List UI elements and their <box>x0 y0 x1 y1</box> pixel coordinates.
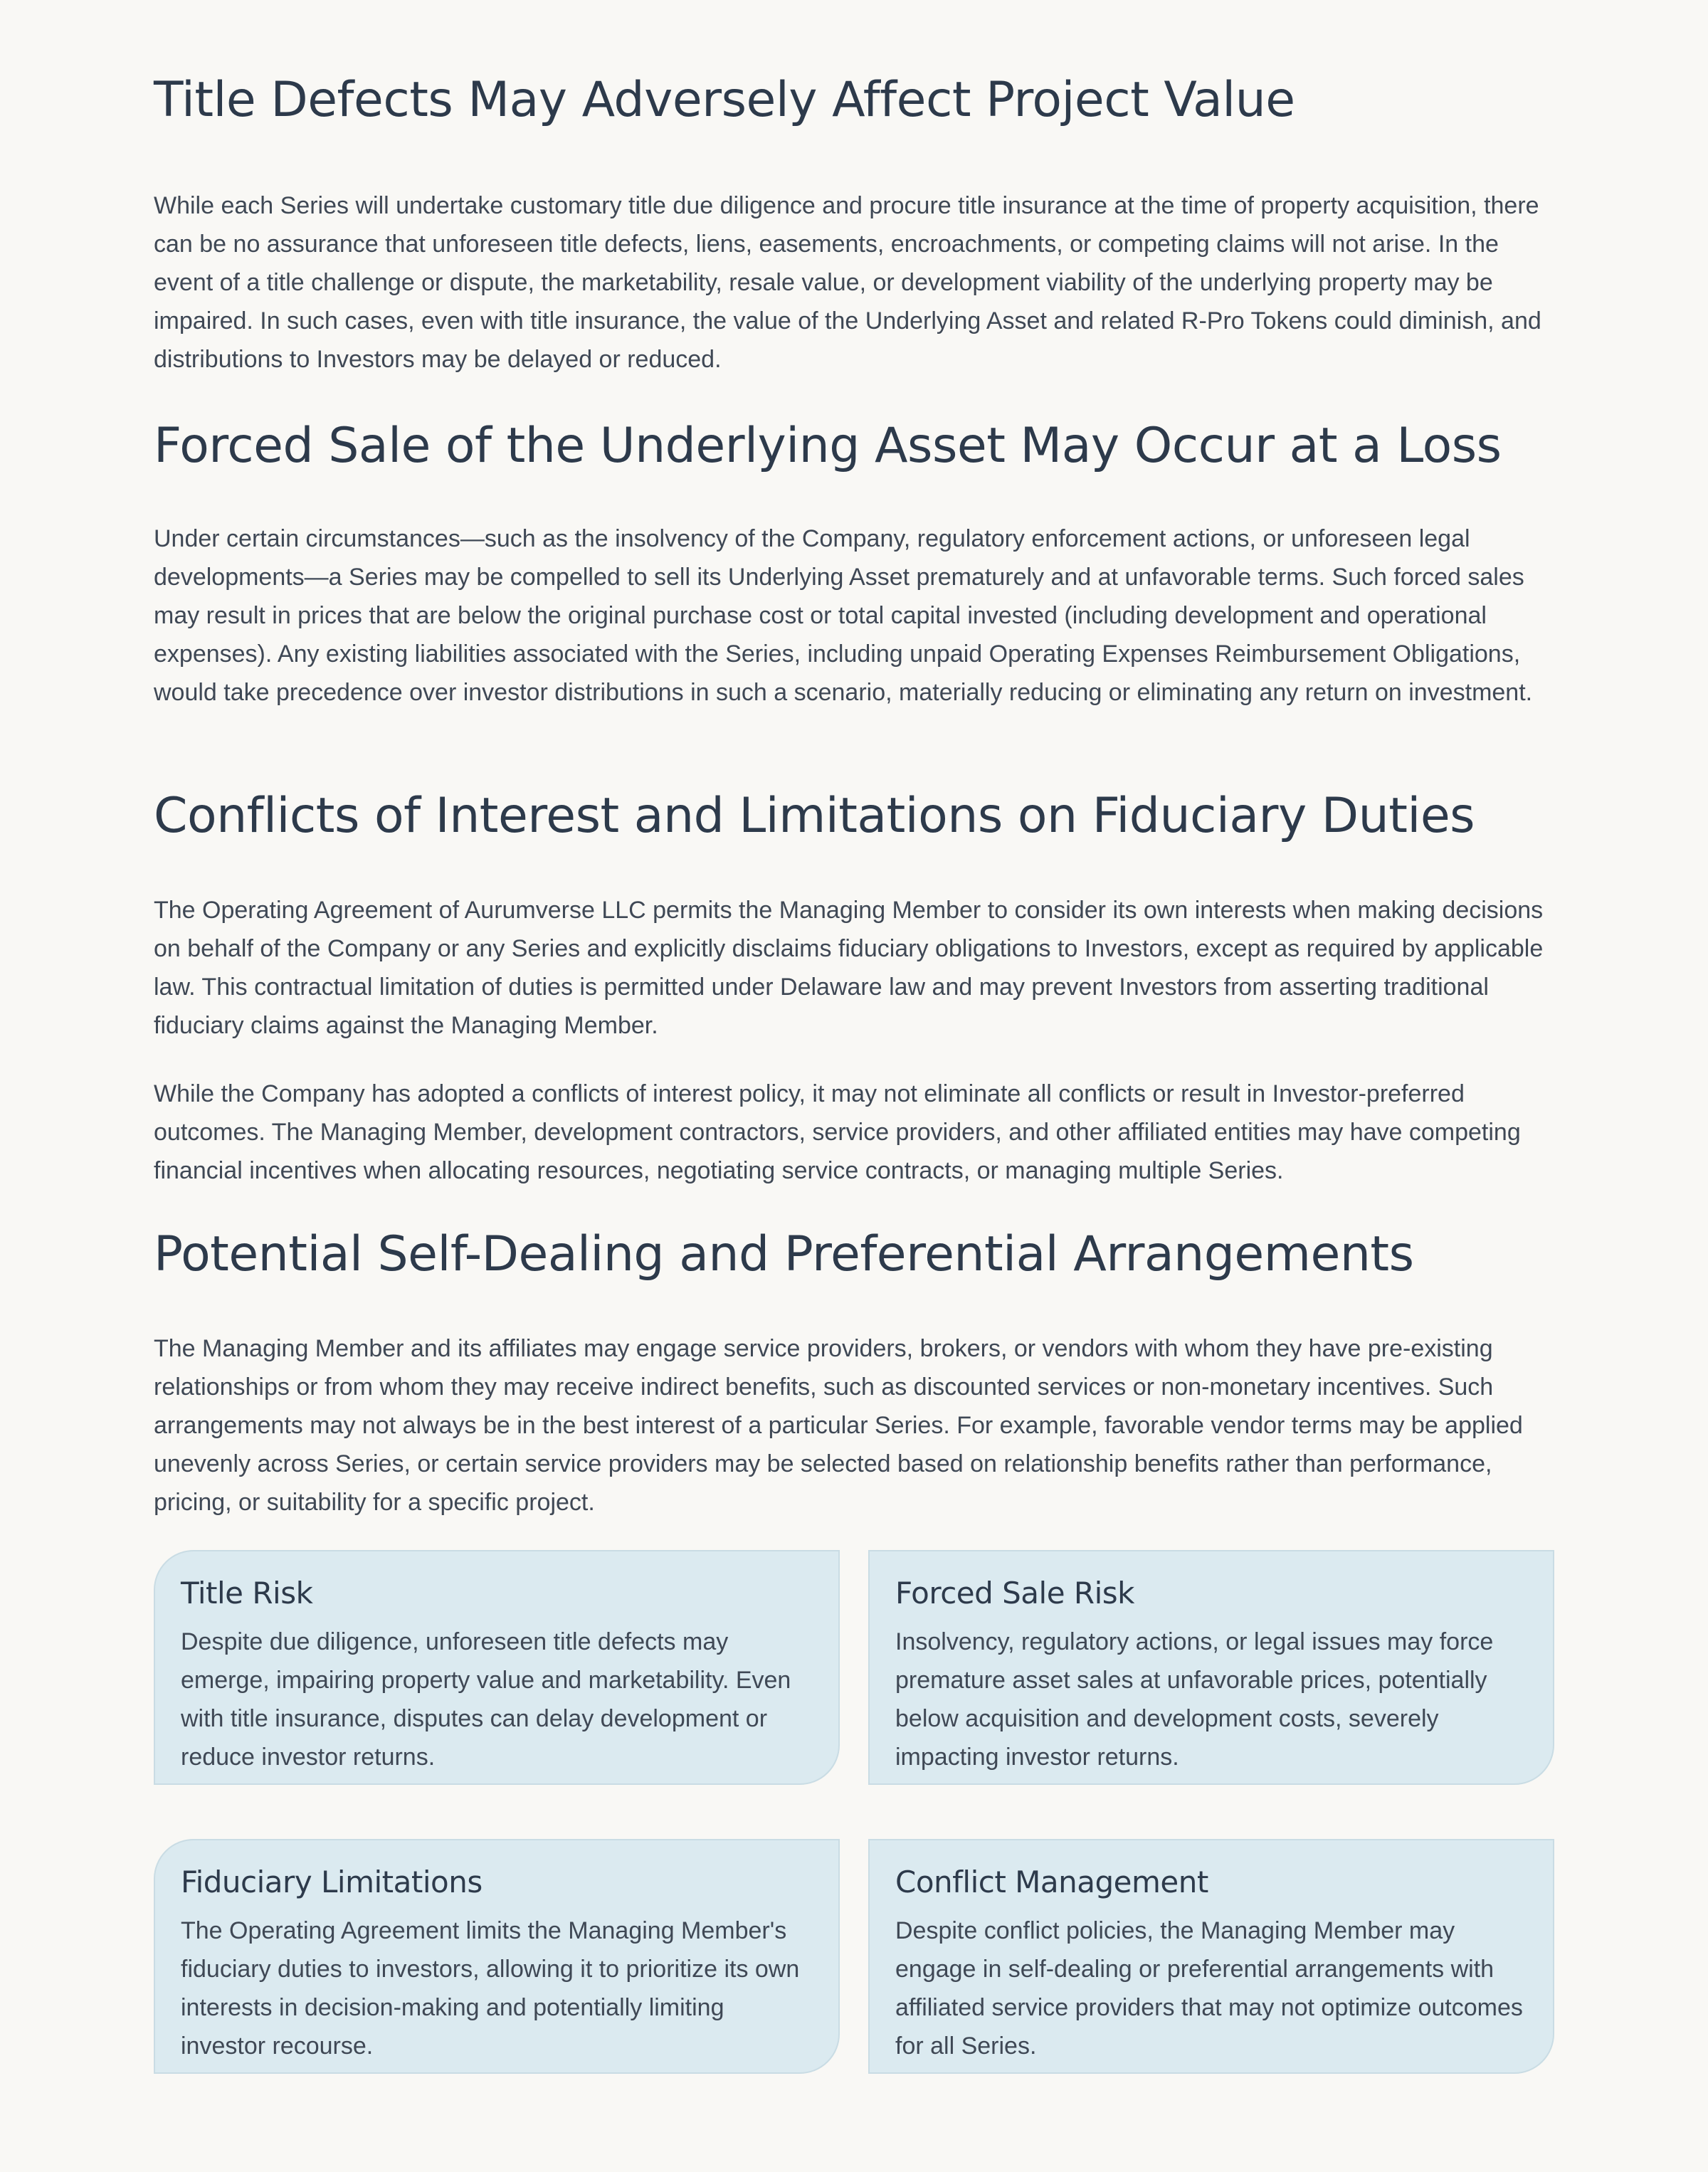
section-heading-title-defects: Title Defects May Adversely Affect Project Value <box>154 72 1295 128</box>
section-heading-self-dealing: Potential Self-Dealing and Preferential Arrangements <box>154 1226 1414 1282</box>
risk-card-title: Title Risk <box>181 1576 313 1610</box>
section-paragraph-self-dealing: The Managing Member and its affiliates may engage service providers, brokers, or vendors with whom they have pre-existing relationships or from whom they may receive indirect benefits, such as discounted services or non-monetary incentives. Such arrangements may not always be in the best interest of a particular Series. For example, favorable vendor terms may be applied unevenly across Series, or certain service providers may be selected based on relationship benefits rather than performance, pricing, or suitability for a specific project. <box>154 1335 1523 1516</box>
risk-card-body: Insolvency, regulatory actions, or legal issues may force premature asset sales at unfavorable prices, potentially below acquisition and development costs, severely impacting investor returns. <box>895 1628 1494 1771</box>
risk-card-title: Fiduciary Limitations <box>181 1865 483 1899</box>
section-paragraph-conflicts-2: While the Company has adopted a conflicts of interest policy, it may not eliminate all conflicts or result in Investor-preferred outcomes. The Managing Member, development contractors, service providers, and other affiliated entities may have competing financial incentives when allocating resources, negotiating service contracts, or managing multiple Series. <box>154 1080 1521 1184</box>
section-paragraph-title-defects: While each Series will undertake customary title due diligence and procure title insurance at the time of property acquisition, there can be no assurance that unforeseen title defects, liens, easements, encroachments, or competing claims will not arise. In the event of a title challenge or dispute, the marketability, resale value, or development viability of the underlying property may be impaired. In such cases, even with title insurance, the value of the Underlying Asset and related R-Pro Tokens could diminish, and distributions to Investors may be delayed or reduced. <box>154 192 1541 373</box>
risk-card-fiduciary-limitations <box>154 1839 840 2074</box>
section-paragraph-forced-sale: Under certain circumstances—such as the insolvency of the Company, regulatory enforcement actions, or unforeseen legal developments—a Series may be compelled to sell its Underlying Asset prematurely and at unfavorable terms. Such forced sales may result in prices that are below the original purchase cost or total capital invested (including development and operational expenses). Any existing liabilities associated with the Series, including unpaid Operating Expenses Reimbursement Obligations, would take precedence over investor distributions in such a scenario, materially reducing or eliminating any return on investment. <box>154 525 1533 706</box>
risk-card-title-risk <box>154 1550 840 1785</box>
risk-card-body: The Operating Agreement limits the Managing Member's fiduciary duties to investors, allowing it to prioritize its own interests in decision-making and potentially limiting investor recourse. <box>181 1917 800 2060</box>
section-paragraph-conflicts-1: The Operating Agreement of Aurumverse LLC permits the Managing Member to consider its own interests when making decisions on behalf of the Company or any Series and explicitly disclaims fiduciary obligations to Investors, except as required by applicable law. This contractual limitation of duties is permitted under Delaware law and may prevent Investors from asserting traditional fiduciary claims against the Managing Member. <box>154 897 1544 1039</box>
risk-card-title: Forced Sale Risk <box>895 1576 1134 1610</box>
risk-card-body: Despite conflict policies, the Managing Member may engage in self-dealing or preferential arrangements with affiliated service providers that may not optimize outcomes for all Series. <box>895 1917 1523 2060</box>
risk-card-conflict-management <box>868 1839 1554 2074</box>
risk-card-forced-sale-risk <box>868 1550 1554 1785</box>
risk-card-title: Conflict Management <box>895 1865 1208 1899</box>
risk-card-body: Despite due diligence, unforeseen title defects may emerge, impairing property value and marketability. Even with title insurance, disputes can delay development or reduce investor returns. <box>181 1628 791 1771</box>
section-heading-conflicts: Conflicts of Interest and Limitations on Fiduciary Duties <box>154 788 1475 844</box>
section-heading-forced-sale: Forced Sale of the Underlying Asset May Occur at a Loss <box>154 418 1502 474</box>
